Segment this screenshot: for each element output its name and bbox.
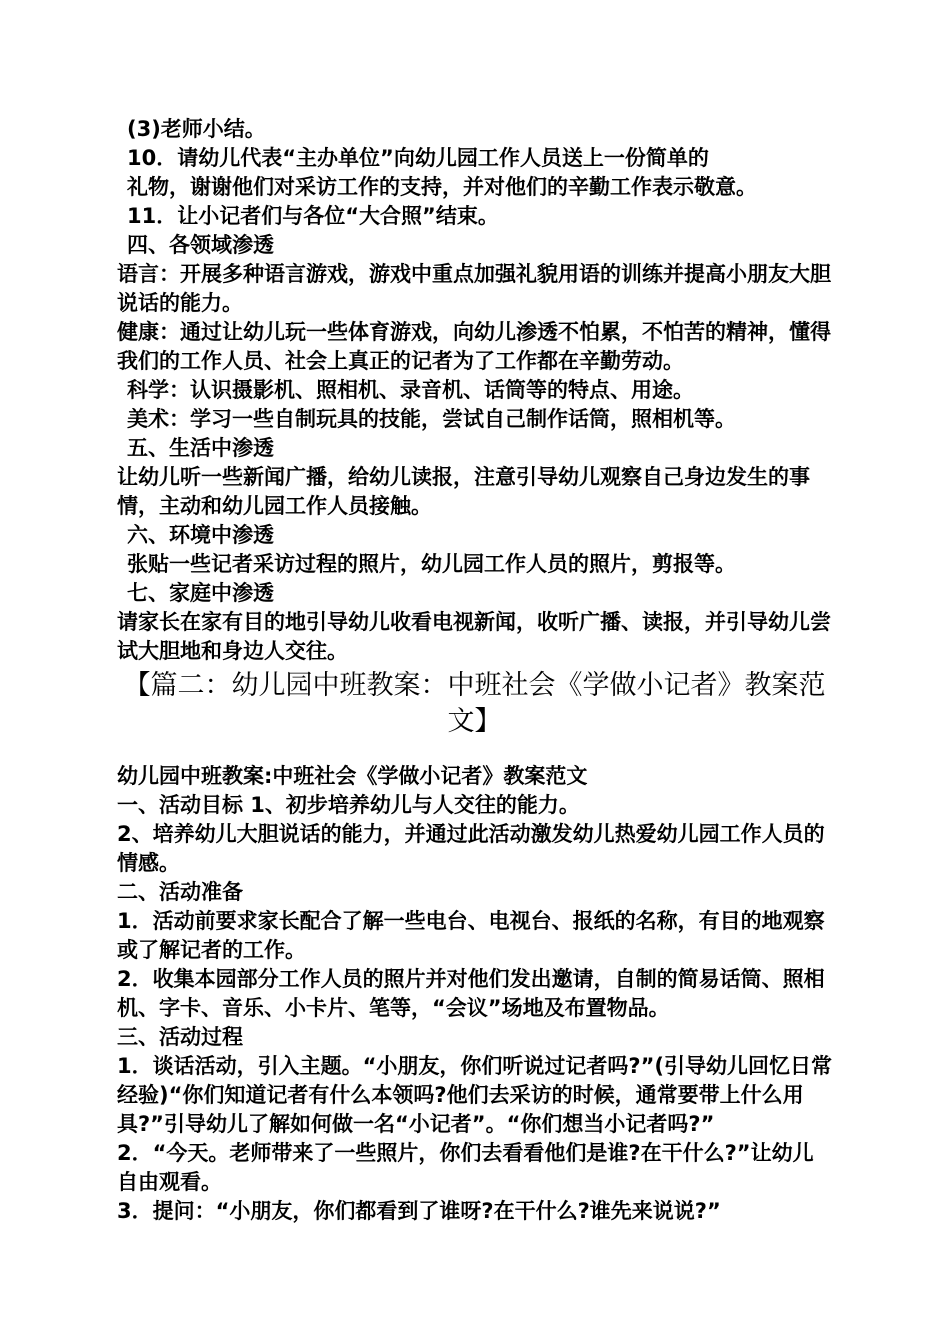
paragraph-step-11: 11．让小记者们与各位“大合照”结束。	[127, 204, 499, 228]
document-body	[117, 115, 832, 1226]
paragraph-step-10: 10．请幼儿代表“主办单位”向幼儿园工作人员送上一份简单的	[127, 146, 709, 170]
section-title-daily-life: 五、生活中渗透	[127, 436, 274, 460]
paragraph-language: 语言：开展多种语言游戏，游戏中重点加强礼貌用语的训练并提高小朋友大胆说话的能力。	[117, 262, 831, 315]
paragraph-process-1: 1．谈话活动，引入主题。“小朋友，你们听说过记者吗?”(引导幼儿回忆日常经验)“你们知道记者有什么本领吗?他们去采访的时候，通常要带上什么用具?”引导幼儿了解如何做一名“小记者”。“你们想当小记者吗?”	[117, 1054, 832, 1136]
paragraph-prep-1: 1．活动前要求家长配合了解一些电台、电视台、报纸的名称，有目的地观察或了解记者的工作。	[117, 909, 825, 962]
paragraph-process-2: 2．“今天。老师带来了一些照片，你们去看看他们是谁?在干什么?”让幼儿自由观看。	[117, 1141, 814, 1194]
paragraph-process-3: 3．提问：“小朋友，你们都看到了谁呀?在干什么?谁先来说说?”	[117, 1199, 721, 1223]
paragraph-prep-2: 2．收集本园部分工作人员的照片并对他们发出邀请，自制的简易话筒、照相机、字卡、音乐、小卡片、笔等，“会议”场地及布置物品。	[117, 967, 825, 1020]
paragraph-lesson-title: 幼儿园中班教案:中班社会《学做小记者》教案范文	[117, 764, 588, 788]
paragraph-teacher-summary: (3)老师小结。	[127, 117, 266, 141]
section-title-process: 三、活动过程	[117, 1025, 243, 1049]
paragraph-goal-1: 一、活动目标 1、初步培养幼儿与人交往的能力。	[117, 793, 580, 817]
section-title-environment: 六、环境中渗透	[127, 523, 274, 547]
paragraph-art: 美术：学习一些自制玩具的技能，尝试自己制作话筒，照相机等。	[127, 407, 736, 431]
section-title-family: 七、家庭中渗透	[127, 581, 274, 605]
section-title-preparation: 二、活动准备	[117, 880, 243, 904]
paragraph-science: 科学：认识摄影机、照相机、录音机、话筒等的特点、用途。	[127, 378, 694, 402]
paragraph-daily-life: 让幼儿听一些新闻广播，给幼儿读报，注意引导幼儿观察自己身边发生的事情，主动和幼儿园工作人员接触。	[117, 465, 810, 518]
paragraph-environment: 张贴一些记者采访过程的照片，幼儿园工作人员的照片，剪报等。	[127, 552, 736, 576]
paragraph-health: 健康：通过让幼儿玩一些体育游戏，向幼儿渗透不怕累，不怕苦的精神，懂得我们的工作人员、社会上真正的记者为了工作都在辛勤劳动。	[117, 320, 831, 373]
paragraph-goal-2: 2、培养幼儿大胆说话的能力，并通过此活动激发幼儿热爱幼儿园工作人员的情感。	[117, 822, 825, 875]
paragraph-step-10-cont: 礼物，谢谢他们对采访工作的支持，并对他们的辛勤工作表示敬意。	[127, 175, 757, 199]
section-heading-part-two: 【篇二：幼儿园中班教案：中班社会《学做小记者》教案范文】	[123, 670, 826, 737]
section-title-domains: 四、各领域渗透	[127, 233, 274, 257]
paragraph-family: 请家长在家有目的地引导幼儿收看电视新闻，收听广播、读报，并引导幼儿尝试大胆地和身边人交往。	[117, 610, 831, 663]
